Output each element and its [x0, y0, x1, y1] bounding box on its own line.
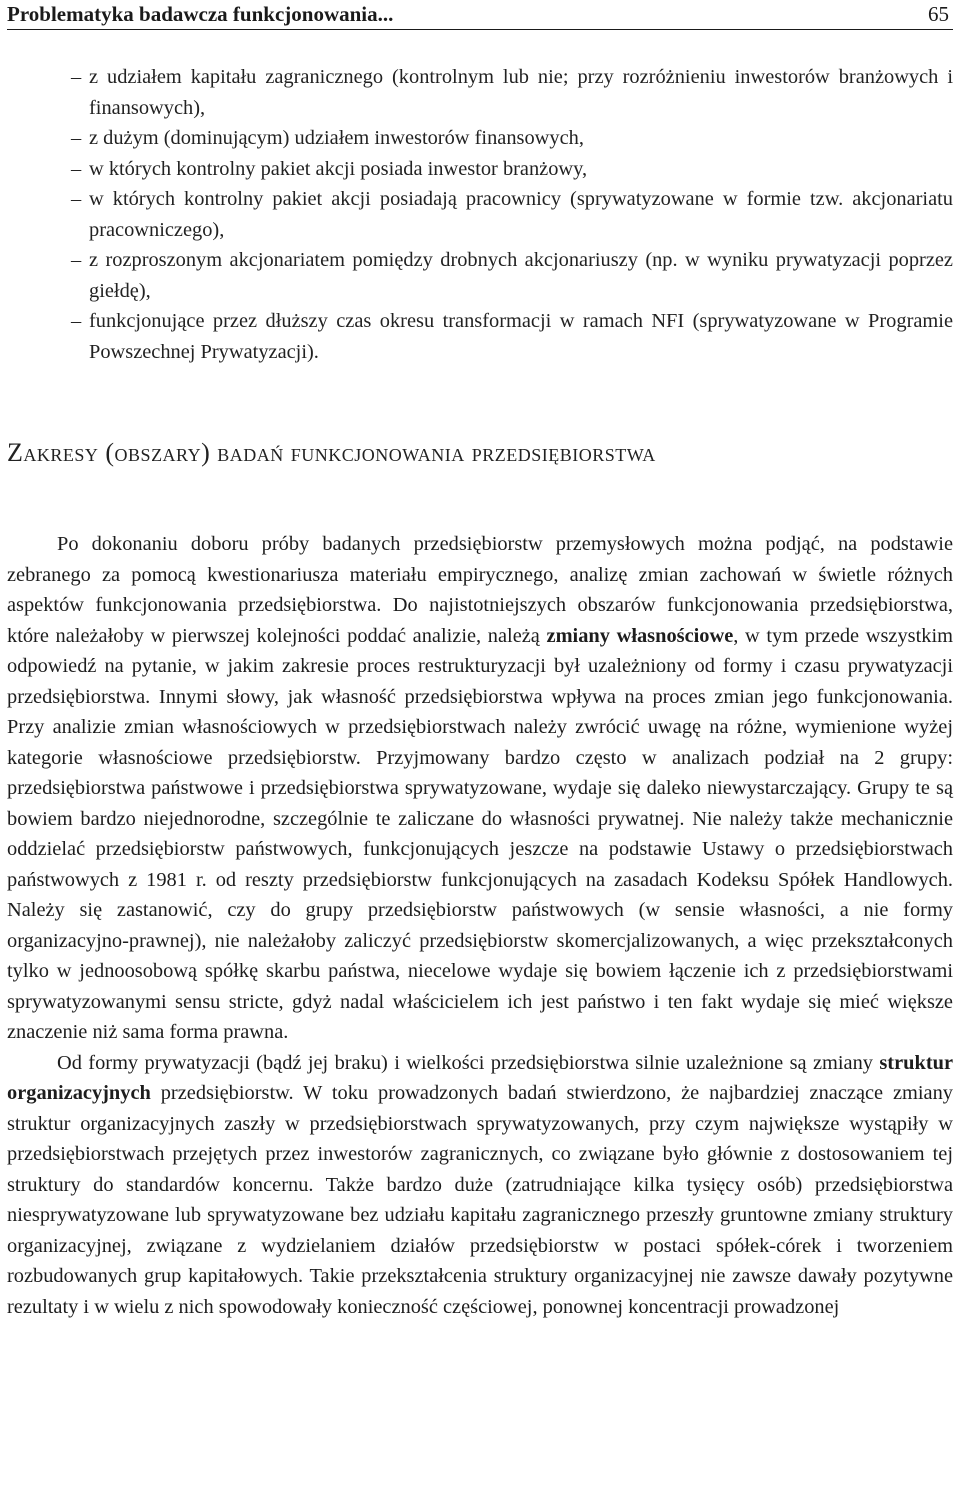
list-item: [7, 245, 953, 306]
list-item: [7, 62, 953, 123]
ownership-category-list: [7, 62, 953, 367]
emphasis-ownership-changes: zmiany własnościowe: [546, 624, 734, 647]
running-title: Problematyka badawcza funkcjonowania...: [7, 2, 394, 26]
list-dash: –: [71, 310, 82, 332]
list-item: [7, 123, 953, 154]
list-dash: –: [71, 66, 82, 88]
list-dash: –: [71, 127, 82, 149]
paragraph-text: przedsiębiorstw. W toku prowadzonych badań stwierdzono, że najbardziej znaczące zmiany struktur organizacyjnych zaszły w przedsiębiorstwach sprywatyzowanych, przy czym największe wystąpiły w przedsiębiorstwach przejętych przez inwestorów zagranicznych, co związane było głównie z dostosowaniem tej struktury do standardów koncernu. Także bardzo duże (zatrudniające kilka tysięcy osób) przedsiębiorstwa niesprywatyzowane lub sprywatyzowane bez udziału kapitału zagranicznego przeszły gruntowne zmiany struktury organizacyjnej, związane z wydzielaniem działów przedsiębiorstw w postaci spółek-córek i tworzeniem rozbudowanych grup kapitałowych. Takie przekształcenia struktury organizacyjnej nie zawsze dawały pozytywne rezultaty i w wielu z nich spowodowały konieczność częściowej, ponownej koncentracji prowadzonej: [7, 1082, 953, 1318]
list-item: [7, 306, 953, 367]
list-dash: –: [71, 157, 82, 180]
section-heading: Zakresy (obszary) badań funkcjonowania przedsiębiorstwa: [7, 438, 656, 467]
list-dash: –: [71, 249, 82, 271]
paragraph-text: Od formy prywatyzacji (bądź jej braku) i wielkości przedsiębiorstwa silnie uzależnione są zmiany: [57, 1051, 880, 1074]
page-number: 65: [928, 2, 949, 26]
body-text: [7, 529, 953, 1322]
list-item-text: z rozproszonym akcjonariatem pomiędzy drobnych akcjonariuszy (np. w wyniku prywatyzacji poprzez giełdę),: [89, 249, 953, 302]
document-page: [7, 0, 953, 1322]
paragraph-text: Po dokonaniu doboru próby badanych przedsiębiorstw przemysłowych można podjąć, na podstawie zebranego za pomocą kwestionariusza materiału empirycznego, analizę zmian zachowań w świetle różnych aspektów funkcjonowania przedsiębiorstwa. Do najistotniejszych obszarów funkcjonowania przedsiębiorstwa, które należałoby w pierwszej kolejności poddać analizie, należą: [7, 533, 953, 647]
list-item-text: w których kontrolny pakiet akcji posiada inwestor branżowy,: [89, 157, 588, 180]
running-header: [7, 0, 953, 30]
list-item-text: w których kontrolny pakiet akcji posiadają pracownicy (sprywatyzowane w formie tzw. akcjonariatu pracowniczego),: [89, 188, 953, 241]
paragraph-text: , w tym przede wszystkim odpowiedź na pytanie, w jakim zakresie proces restrukturyzacji był uzależniony od formy i czasu prywatyzacji przedsiębiorstwa. Innymi słowy, jak własność przedsiębiorstwa wpływa na proces zmian jego funkcjonowania. Przy analizie zmian własnościowych w przedsiębiorstwach należy zwrócić uwagę na różne, wymienione wyżej kategorie własnościowe przedsiębiorstw. Przyjmowany bardzo często w analizach podział na 2 grupy: przedsiębiorstwa państwowe i przedsiębiorstwa sprywatyzowane, wydaje się daleko niewystarczający. Grupy te są bowiem bardzo niejednorodne, szczególnie te zaliczane do własności prywatnej. Nie należy także mechanicznie oddzielać przedsiębiorstw państwowych, funkcjonujących jeszcze na podstawie Ustawy o przedsiębiorstwach państwowych z 1981 r. od reszty przedsiębiorstw funkcjonujących na zasadach Kodeksu Spółek Handlowych. Należy się zastanowić, czy do grupy przedsiębiorstw państwowych (w sensie własności, a nie formy organizacyjno-prawnej), nie należałoby zaliczyć przedsiębiorstw skomercjalizowanych, a więc przekształconych tylko w jednoosobową spółkę skarbu państwa, niecelowe wydaje się bowiem łączenie ich z przedsiębiorstwami sprywatyzowanymi sensu stricte, gdyż nadal właścicielem ich jest państwo i ten fakt wydaje się mieć większe znaczenie niż sama forma prawna.: [7, 624, 953, 1043]
list-item: [7, 154, 953, 185]
emphasis-organizational-structures: struktur organizacyjnych: [7, 1051, 953, 1104]
paragraph-organizational-structures: [7, 1048, 953, 1323]
list-item-text: z udziałem kapitału zagranicznego (kontrolnym lub nie; przy rozróżnieniu inwestorów branżowych i finansowych),: [89, 66, 953, 119]
paragraph-ownership-changes: [7, 529, 953, 1048]
list-item: [7, 184, 953, 245]
list-item-text: funkcjonujące przez dłuższy czas okresu transformacji w ramach NFI (sprywatyzowane w Programie Powszechnej Prywatyzacji).: [89, 310, 953, 363]
list-item-text: z dużym (dominującym) udziałem inwestorów finansowych,: [89, 127, 584, 149]
list-dash: –: [71, 188, 82, 210]
